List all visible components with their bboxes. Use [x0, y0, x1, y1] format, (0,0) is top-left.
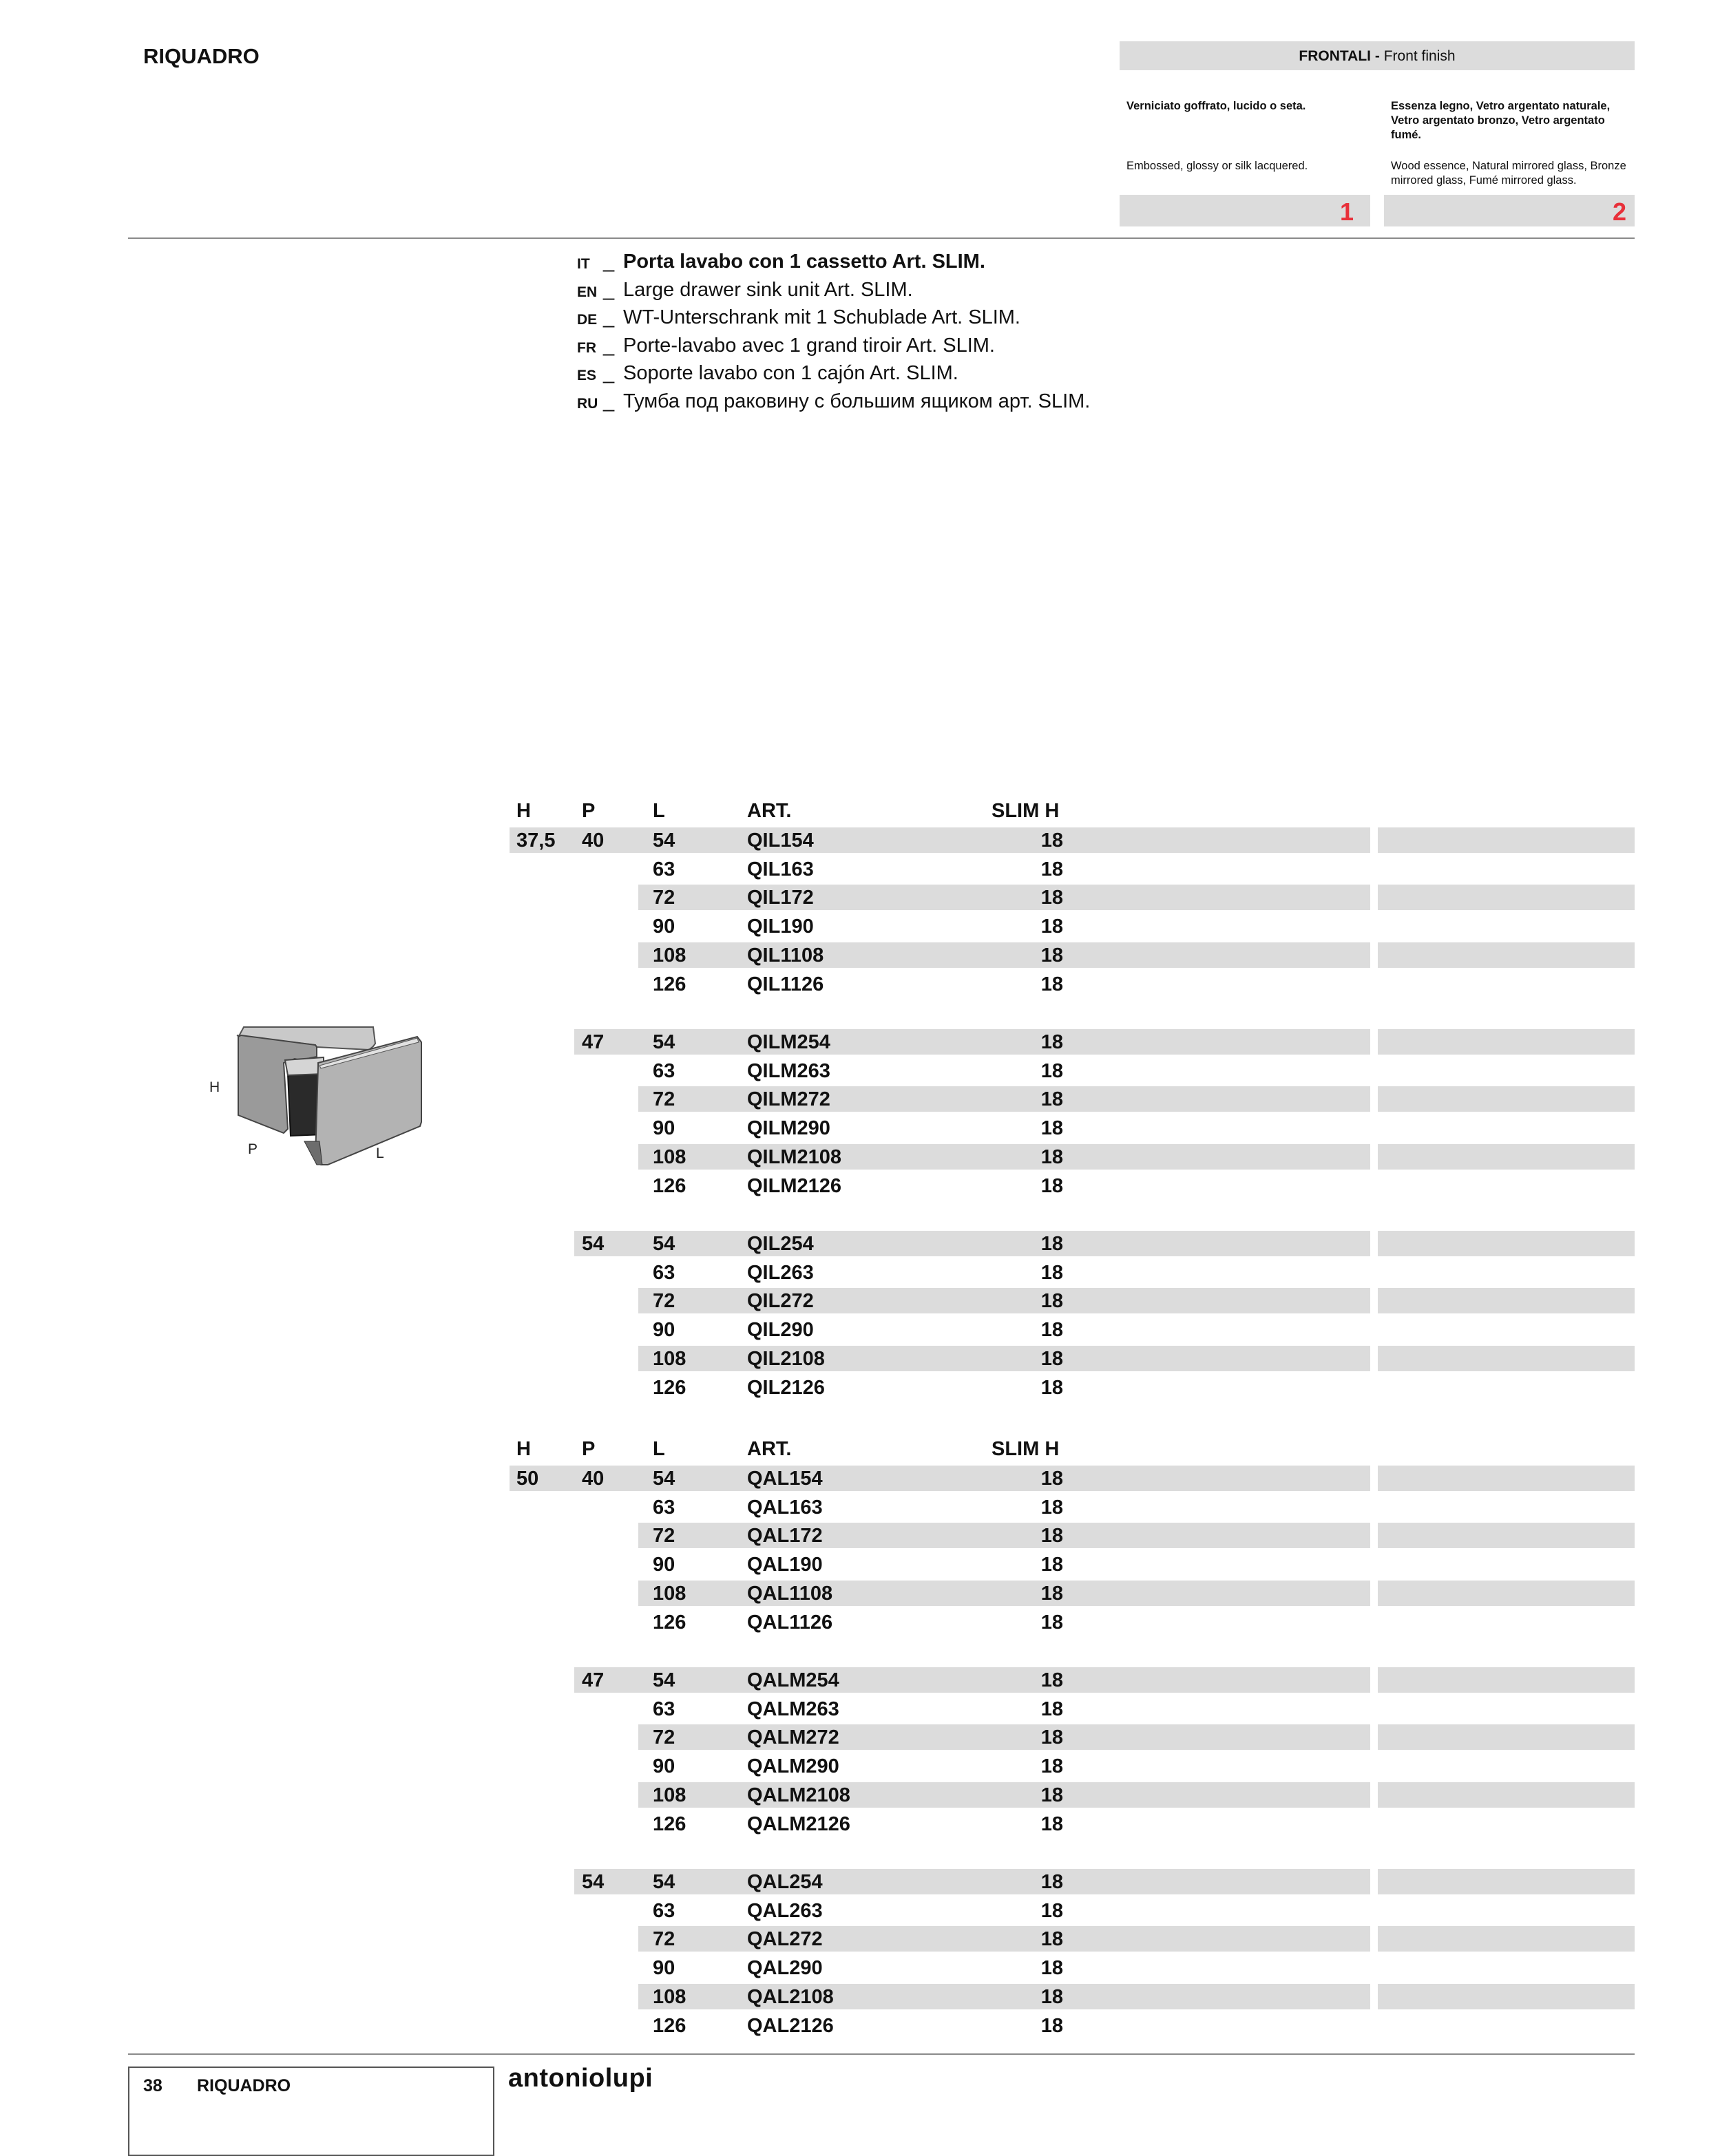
table-cell-l: 54 — [653, 1871, 675, 1893]
diagram-p-label: P — [248, 1141, 258, 1157]
table-cell-slim-h: 18 — [1040, 1755, 1063, 1777]
finish-2-en: Wood essence, Natural mirrored glass, Bronze mirrored glass, Fumé mirrored glass. — [1391, 160, 1626, 187]
table-cell-slim-h: 18 — [1040, 1986, 1063, 2008]
table-cell-art: QALM263 — [747, 1698, 839, 1720]
description-es: Soporte lavabo con 1 cajón Art. SLIM. — [623, 362, 958, 384]
table-cell-l: 108 — [653, 1986, 686, 2008]
table-cell-art: QAL290 — [747, 1957, 823, 1979]
finish-1-number: 1 — [1339, 198, 1354, 226]
table-cell-art: QILM2126 — [747, 1175, 841, 1197]
lang-code-fr: FR — [577, 340, 596, 356]
finish-1-it: Verniciato goffrato, lucido o seta. — [1126, 100, 1306, 112]
table-cell-p: 40 — [582, 1468, 605, 1490]
table-cell-l: 126 — [653, 1377, 686, 1399]
cabinet-diagram — [193, 1012, 434, 1170]
table-cell-l: 126 — [653, 1175, 686, 1197]
table-cell-slim-h: 18 — [1040, 1669, 1063, 1691]
table-cell-l: 63 — [653, 1497, 675, 1519]
finish-1-en: Embossed, glossy or silk lacquered. — [1126, 160, 1308, 172]
table-cell-art: QILM272 — [747, 1088, 830, 1110]
price-cell-shade — [1378, 1144, 1635, 1170]
table-cell-art: QIL254 — [747, 1233, 814, 1255]
lang-separator: _ — [603, 251, 615, 273]
table-cell-l: 90 — [653, 1755, 675, 1777]
table-cell-slim-h: 18 — [1040, 1900, 1063, 1922]
price-cell-shade — [1378, 1231, 1635, 1256]
table-cell-l: 72 — [653, 1290, 675, 1312]
table-cell-slim-h: 18 — [1040, 858, 1063, 880]
table-cell-slim-h: 18 — [1040, 1611, 1063, 1634]
lang-separator: _ — [603, 279, 615, 301]
table-cell-slim-h: 18 — [1040, 829, 1063, 852]
col-header-h: H — [516, 1438, 531, 1460]
col-header-p: P — [582, 1438, 596, 1460]
finish-2-it: Essenza legno, Vetro argentato naturale, Vetro argentato bronzo, Vetro argentato fumé. — [1391, 100, 1611, 141]
table-cell-art: QAL254 — [747, 1871, 823, 1893]
col-header-slim-h: SLIM H — [992, 800, 1060, 822]
price-cell-shade — [1378, 1869, 1635, 1894]
price-cell-shade — [1378, 1926, 1635, 1952]
table-cell-slim-h: 18 — [1040, 1088, 1063, 1110]
table-cell-p: 54 — [582, 1871, 605, 1893]
table-cell-p: 47 — [582, 1669, 605, 1691]
table-cell-art: QIL163 — [747, 858, 814, 880]
description-en: Large drawer sink unit Art. SLIM. — [623, 279, 913, 301]
price-cell-shade — [1378, 1984, 1635, 2009]
col-header-h: H — [516, 800, 531, 822]
table-cell-l: 54 — [653, 1468, 675, 1490]
table-cell-l: 126 — [653, 1813, 686, 1835]
table-cell-h: 50 — [516, 1468, 539, 1490]
col-header-l: L — [653, 1438, 665, 1460]
table-cell-slim-h: 18 — [1040, 1262, 1063, 1284]
price-cell-shade — [1378, 942, 1635, 968]
table-cell-slim-h: 18 — [1040, 1290, 1063, 1312]
table-cell-art: QIL2126 — [747, 1377, 825, 1399]
col-header-slim-h: SLIM H — [992, 1438, 1060, 1460]
table-cell-l: 63 — [653, 1060, 675, 1082]
table-cell-art: QIL190 — [747, 916, 814, 938]
table-cell-slim-h: 18 — [1040, 916, 1063, 938]
col-header-art: ART. — [747, 1438, 792, 1460]
table-cell-art: QAL172 — [747, 1525, 823, 1547]
table-cell-art: QAL154 — [747, 1468, 823, 1490]
table-cell-l: 63 — [653, 1900, 675, 1922]
table-cell-art: QAL2126 — [747, 2015, 834, 2037]
table-cell-slim-h: 18 — [1040, 1060, 1063, 1082]
table-cell-slim-h: 18 — [1040, 1784, 1063, 1806]
table-cell-l: 54 — [653, 1669, 675, 1691]
table-cell-p: 40 — [582, 829, 605, 852]
lang-code-ru: RU — [577, 396, 598, 412]
table-cell-art: QILM263 — [747, 1060, 830, 1082]
table-cell-art: QALM290 — [747, 1755, 839, 1777]
lang-code-de: DE — [577, 312, 598, 328]
table-cell-slim-h: 18 — [1040, 1468, 1063, 1490]
table-cell-l: 54 — [653, 1031, 675, 1053]
price-cell-shade — [1378, 1288, 1635, 1313]
table-row-shade — [510, 1466, 1370, 1491]
page-number: 38 — [143, 2076, 162, 2095]
price-cell-shade — [1378, 1782, 1635, 1808]
diagram-l-label: L — [376, 1145, 384, 1161]
table-cell-l: 63 — [653, 1262, 675, 1284]
table-cell-slim-h: 18 — [1040, 1031, 1063, 1053]
table-cell-art: QIL290 — [747, 1319, 814, 1341]
table-row-shade — [510, 827, 1370, 853]
table-cell-l: 108 — [653, 1146, 686, 1168]
frontali-bar — [1120, 41, 1635, 70]
description-ru: Тумба под раковину с большим ящиком арт. SLIM. — [623, 390, 1091, 412]
table-cell-l: 72 — [653, 1726, 675, 1748]
footer-section: RIQUADRO — [197, 2076, 291, 2095]
col-header-art: ART. — [747, 800, 792, 822]
description-de: WT-Unterschrank mit 1 Schublade Art. SLIM. — [623, 306, 1020, 328]
table-cell-art: QAL263 — [747, 1900, 823, 1922]
lang-separator: _ — [603, 335, 615, 357]
table-cell-slim-h: 18 — [1040, 1554, 1063, 1576]
table-cell-art: QALM254 — [747, 1669, 839, 1691]
table-cell-slim-h: 18 — [1040, 1377, 1063, 1399]
table-cell-art: QIL1126 — [747, 973, 824, 995]
table-cell-art: QAL272 — [747, 1928, 823, 1950]
table-cell-l: 54 — [653, 829, 675, 852]
table-cell-slim-h: 18 — [1040, 1175, 1063, 1197]
lang-separator: _ — [603, 362, 615, 384]
table-cell-l: 126 — [653, 2015, 686, 2037]
table-cell-art: QILM290 — [747, 1117, 830, 1139]
table-cell-slim-h: 18 — [1040, 1726, 1063, 1748]
table-cell-slim-h: 18 — [1040, 1871, 1063, 1893]
table-cell-art: QALM2126 — [747, 1813, 850, 1835]
table-cell-art: QIL172 — [747, 887, 814, 909]
table-cell-l: 72 — [653, 887, 675, 909]
price-cell-shade — [1378, 1581, 1635, 1606]
description-fr: Porte-lavabo avec 1 grand tiroir Art. SLIM. — [623, 335, 995, 357]
footer-box — [128, 2067, 494, 2156]
table-cell-slim-h: 18 — [1040, 944, 1063, 966]
table-row-shade — [574, 1667, 1370, 1693]
frontali-sub: Front finish — [1383, 48, 1456, 64]
finish-2-number: 2 — [1612, 198, 1626, 226]
col-header-p: P — [582, 800, 596, 822]
table-cell-l: 90 — [653, 1117, 675, 1139]
table-cell-l: 54 — [653, 1233, 675, 1255]
table-cell-slim-h: 18 — [1040, 1583, 1063, 1605]
price-cell-shade — [1378, 1466, 1635, 1491]
table-cell-art: QIL272 — [747, 1290, 814, 1312]
table-cell-slim-h: 18 — [1040, 1698, 1063, 1720]
table-cell-slim-h: 18 — [1040, 1525, 1063, 1547]
table-cell-art: QIL263 — [747, 1262, 814, 1284]
section-title: RIQUADRO — [143, 44, 260, 68]
table-cell-art: QAL2108 — [747, 1986, 834, 2008]
finish-2-box — [1384, 195, 1635, 226]
table-cell-slim-h: 18 — [1040, 1348, 1063, 1370]
table-cell-l: 72 — [653, 1525, 675, 1547]
table-cell-slim-h: 18 — [1040, 1146, 1063, 1168]
table-cell-slim-h: 18 — [1040, 1813, 1063, 1835]
price-cell-shade — [1378, 1086, 1635, 1112]
table-cell-art: QALM2108 — [747, 1784, 850, 1806]
table-row-shade — [574, 1869, 1370, 1894]
table-cell-l: 108 — [653, 1348, 686, 1370]
table-cell-art: QAL190 — [747, 1554, 823, 1576]
description-it: Porta lavabo con 1 cassetto Art. SLIM. — [623, 251, 985, 273]
table-cell-art: QALM272 — [747, 1726, 839, 1748]
price-cell-shade — [1378, 885, 1635, 910]
table-cell-l: 63 — [653, 1698, 675, 1720]
table-cell-l: 90 — [653, 1554, 675, 1576]
col-header-l: L — [653, 800, 665, 822]
price-cell-shade — [1378, 827, 1635, 853]
table-cell-art: QILM2108 — [747, 1146, 841, 1168]
table-row-shade — [574, 1029, 1370, 1055]
table-cell-art: QAL1126 — [747, 1611, 833, 1634]
frontali-title — [1120, 48, 1635, 65]
table-cell-slim-h: 18 — [1040, 1319, 1063, 1341]
table-row-shade — [574, 1231, 1370, 1256]
table-cell-slim-h: 18 — [1040, 1233, 1063, 1255]
table-cell-l: 63 — [653, 858, 675, 880]
lang-separator: _ — [603, 306, 615, 328]
table-cell-l: 126 — [653, 1611, 686, 1634]
price-cell-shade — [1378, 1667, 1635, 1693]
finish-1-box — [1120, 195, 1370, 226]
price-cell-shade — [1378, 1724, 1635, 1750]
brand-logo: antoniolupi — [508, 2064, 653, 2093]
table-cell-slim-h: 18 — [1040, 973, 1063, 995]
table-cell-slim-h: 18 — [1040, 1928, 1063, 1950]
table-cell-l: 72 — [653, 1088, 675, 1110]
header-divider — [128, 237, 1635, 239]
table-cell-l: 108 — [653, 1784, 686, 1806]
table-cell-slim-h: 18 — [1040, 1957, 1063, 1979]
lang-separator: _ — [603, 390, 615, 412]
table-cell-art: QIL154 — [747, 829, 814, 852]
diagram-h-label: H — [209, 1079, 220, 1095]
price-cell-shade — [1378, 1029, 1635, 1055]
frontali-label: FRONTALI - — [1299, 48, 1384, 64]
footer-divider — [128, 2053, 1635, 2055]
lang-code-en: EN — [577, 284, 598, 300]
table-cell-p: 47 — [582, 1031, 605, 1053]
table-cell-art: QAL1108 — [747, 1583, 833, 1605]
table-cell-l: 126 — [653, 973, 686, 995]
lang-code-it: IT — [577, 256, 590, 272]
table-cell-art: QIL2108 — [747, 1348, 825, 1370]
table-cell-l: 90 — [653, 916, 675, 938]
table-cell-h: 37,5 — [516, 829, 556, 852]
table-cell-l: 72 — [653, 1928, 675, 1950]
table-cell-l: 90 — [653, 1957, 675, 1979]
table-cell-slim-h: 18 — [1040, 1117, 1063, 1139]
table-cell-l: 90 — [653, 1319, 675, 1341]
table-cell-art: QAL163 — [747, 1497, 823, 1519]
table-cell-slim-h: 18 — [1040, 887, 1063, 909]
table-cell-p: 54 — [582, 1233, 605, 1255]
table-cell-slim-h: 18 — [1040, 2015, 1063, 2037]
table-cell-art: QILM254 — [747, 1031, 830, 1053]
table-cell-l: 108 — [653, 1583, 686, 1605]
table-cell-slim-h: 18 — [1040, 1497, 1063, 1519]
lang-code-es: ES — [577, 368, 597, 383]
price-cell-shade — [1378, 1346, 1635, 1371]
price-cell-shade — [1378, 1523, 1635, 1548]
table-cell-l: 108 — [653, 944, 686, 966]
table-cell-art: QIL1108 — [747, 944, 824, 966]
